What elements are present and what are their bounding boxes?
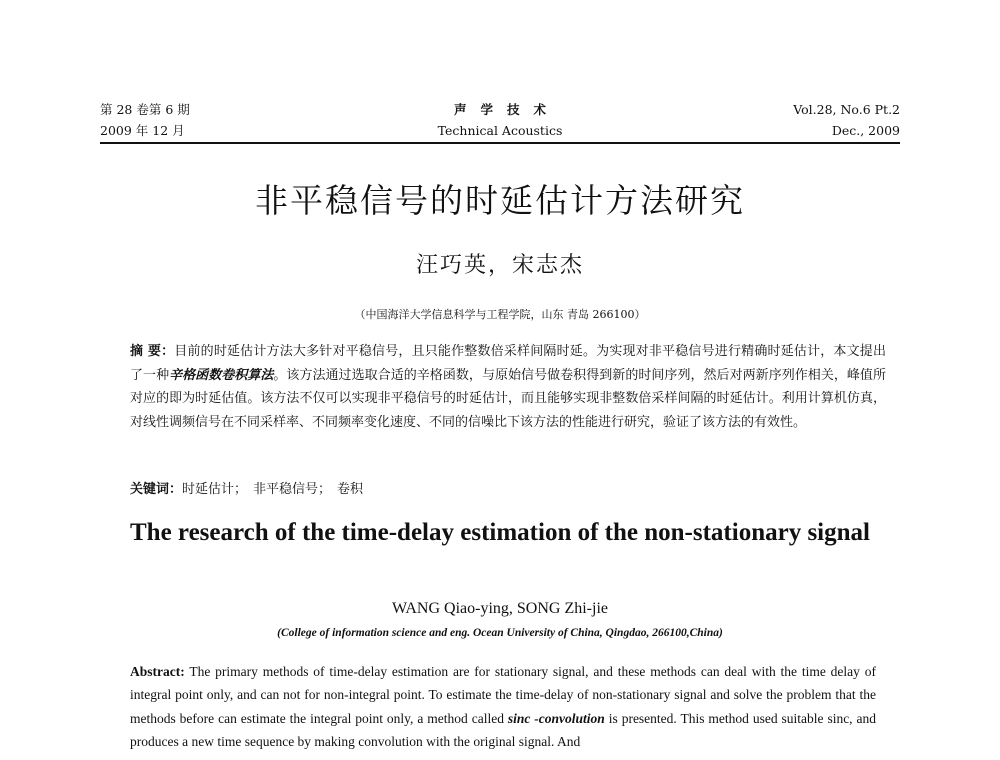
journal-header: [100, 99, 900, 143]
journal-name-cn: 声学技术: [453, 102, 560, 117]
date-cn: 2009 年 12 月: [100, 123, 185, 138]
abstract-en: [130, 660, 876, 753]
abstract-en-text-1: The primary methods of time-delay estimation are for stationary signal, and these methods can deal with the time delay of integral point only, and can not for non-integral point. To estimate the time-delay of non-stationary signal and solve the problem that the methods before can estimate the integral point only, a method called: [130, 664, 876, 726]
date-en: Dec., 2009: [831, 123, 900, 138]
authors-cn: 汪巧英，宋志杰: [415, 253, 584, 278]
keyword: 卷积: [337, 482, 364, 497]
keywords-cn-label: 关键词：: [130, 482, 183, 497]
keyword: 非平稳信号；: [253, 482, 332, 497]
header-rule: [100, 142, 900, 144]
abstract-cn-emphasis: 辛格函数卷积算法: [169, 367, 274, 383]
authors-en: WANG Qiao-ying, SONG Zhi-jie: [392, 600, 608, 617]
abstract-cn-text-1: 目前的时延估计方法大多针对平稳信号，且只能作整数倍采样间隔时延。为实现对非平稳信号进行精确时延估计，本文提出了一种: [130, 344, 886, 383]
issue-info: [100, 99, 190, 141]
keywords-cn: [130, 480, 886, 500]
paper-title-en: The research of the time-delay estimation of the non-stationary signal: [130, 519, 870, 546]
abstract-en-text-2: is presented. This method used suitable sinc, and produces a new time sequence by making convolution with the original signal. And: [130, 710, 876, 749]
volume-issue-cn: 第 28 卷第 6 期: [100, 102, 190, 117]
journal-name: [350, 99, 650, 141]
abstract-cn-label: 摘 要：: [130, 344, 175, 359]
issue-info-en: [793, 99, 900, 141]
paper-title-cn: 非平稳信号的时延估计方法研究: [255, 181, 745, 220]
volume-issue-en: Vol.28, No.6 Pt.2: [793, 102, 900, 117]
journal-name-en: Technical Acoustics: [437, 123, 563, 138]
abstract-cn: [130, 340, 886, 434]
keyword: 时延估计；: [182, 482, 248, 497]
abstract-en-label: Abstract:: [130, 664, 185, 679]
affiliation-cn: （中国海洋大学信息科学与工程学院，山东 青岛 266100）: [354, 308, 646, 321]
affiliation-en: (College of information science and eng. Ocean University of China, Qingdao, 266100,China): [277, 627, 723, 639]
abstract-cn-text-2: 。该方法通过选取合适的辛格函数，与原始信号做卷积得到新的时间序列，然后对两新序列作相关，峰值所对应的即为时延估值。该方法不仅可以实现非平稳信号的时延估计，而且能够实现非整数倍采样间隔的时延估计。利用计算机仿真，对线性调频信号在不同采样率、不同频率变化速度、不同的信噪比下该方法的性能进行研究，验证了该方法的有效性。: [130, 367, 886, 430]
abstract-en-emphasis: sinc -convolution: [507, 710, 605, 726]
